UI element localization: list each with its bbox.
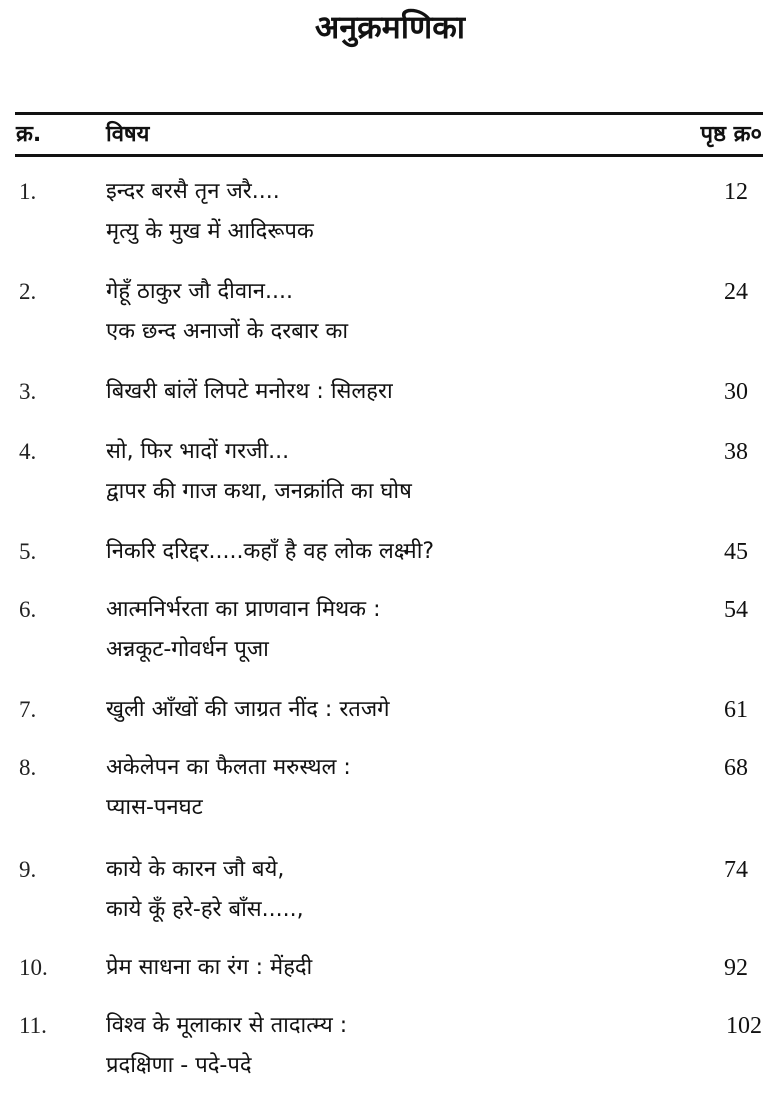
entry-number: 6.	[19, 597, 37, 622]
entry-title-line: अकेलेपन का फैलता मरुस्थल :	[106, 755, 351, 780]
contents-entry[interactable]	[0, 850, 780, 948]
entry-page-number: 74	[724, 857, 748, 883]
header-top-rule	[15, 112, 763, 115]
entry-title-line: अन्नकूट-गोवर्धन पूजा	[106, 637, 269, 662]
page-title: अनुक्रमणिका	[314, 8, 466, 46]
entry-page-number: 30	[724, 379, 748, 405]
entry-number: 9.	[19, 857, 37, 882]
entry-title-line: गेहूँ ठाकुर जौ दीवान....	[106, 279, 293, 304]
header-page-number: पृष्ठ क्र०	[700, 122, 762, 147]
entry-title-line: आत्मनिर्भरता का प्राणवान मिथक :	[106, 597, 381, 622]
contents-entry[interactable]	[0, 532, 780, 590]
contents-entry[interactable]	[0, 272, 780, 372]
header-subject: विषय	[106, 122, 150, 147]
entry-title-line: सो, फिर भादों गरजी...	[106, 439, 290, 464]
contents-entry[interactable]	[0, 372, 780, 432]
contents-entry[interactable]	[0, 948, 780, 1006]
entry-number: 2.	[19, 279, 37, 304]
entry-title-line: प्रदक्षिणा - पदे-पदे	[106, 1053, 252, 1078]
entry-number: 1.	[19, 179, 37, 204]
entry-title-line: प्रेम साधना का रंग : मेंहदी	[106, 955, 313, 980]
contents-entry[interactable]	[0, 748, 780, 850]
entry-title-line: निकरि दरिद्दर.....कहाँ है वह लोक लक्ष्मी?	[106, 539, 435, 564]
entry-number: 7.	[19, 697, 37, 722]
entry-title-line: प्यास-पनघट	[106, 795, 203, 820]
entry-title-line: खुली आँखों की जाग्रत नींद : रतजगे	[106, 697, 390, 722]
entry-title-line: बिखरी बांलें लिपटे मनोरथ : सिलहरा	[106, 379, 393, 404]
entry-number: 3.	[19, 379, 37, 404]
contents-entry[interactable]	[0, 432, 780, 532]
entry-page-number: 92	[724, 955, 748, 981]
entry-page-number: 102	[726, 1013, 762, 1039]
contents-entry[interactable]	[0, 1006, 780, 1106]
contents-list	[0, 172, 780, 1106]
contents-entry[interactable]	[0, 172, 780, 272]
entry-number: 4.	[19, 439, 37, 464]
entry-number: 8.	[19, 755, 37, 780]
entry-page-number: 24	[724, 279, 748, 305]
entry-page-number: 61	[724, 697, 748, 723]
entry-page-number: 12	[724, 179, 748, 205]
entry-page-number: 38	[724, 439, 748, 465]
entry-title-line: इन्दर बरसै तृन जरै....	[106, 179, 280, 204]
contents-entry[interactable]	[0, 590, 780, 690]
entry-title-line: काये कूँ हरे-हरे बाँस.....,	[106, 897, 304, 922]
entry-title-line: एक छन्द अनाजों के दरबार का	[106, 319, 349, 344]
entry-title-line: द्वापर की गाज कथा, जनक्रांति का घोष	[106, 479, 412, 504]
header-number: क्र.	[16, 122, 42, 147]
header-bottom-rule	[15, 154, 763, 157]
table-header	[0, 117, 780, 153]
entry-title-line: मृत्यु के मुख में आदिरूपक	[106, 219, 314, 244]
entry-page-number: 45	[724, 539, 748, 565]
entry-number: 10.	[19, 955, 48, 980]
entry-number: 5.	[19, 539, 37, 564]
entry-number: 11.	[19, 1013, 47, 1038]
entry-title-line: काये के कारन जौ बये,	[106, 857, 285, 882]
entry-page-number: 54	[724, 597, 748, 623]
entry-page-number: 68	[724, 755, 748, 781]
entry-title-line: विश्व के मूलाकार से तादात्म्य :	[106, 1013, 348, 1038]
contents-entry[interactable]	[0, 690, 780, 748]
